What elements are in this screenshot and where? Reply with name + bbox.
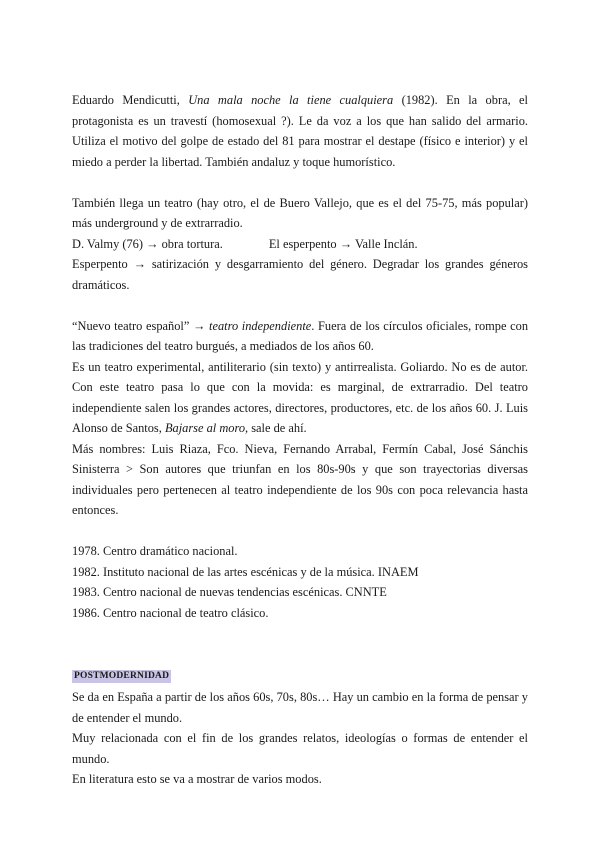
paragraph-experimental <box>72 357 528 439</box>
text-span: Es un teatro experimental, antiliterario (sin texto) y antirrealista. Goliardo. No es de autor. Con este teatro pasa lo que con la movida: es marginal, de extrarradio. Del teatro independiente salen los grandes actores, directores, productores, etc. de los años 60. J. Luis Alonso de Santos, <box>72 359 528 435</box>
paragraph-valmy <box>72 234 528 255</box>
emphasis: teatro independiente <box>209 318 312 333</box>
paragraph-esperpento: Esperpento → satirización y desgarramiento del género. Degradar los grandes géneros dramáticos. <box>72 257 528 292</box>
paragraph-mas-nombres: Más nombres: Luis Riaza, Fco. Nieva, Fernando Arrabal, Fermín Cabal, José Sánchis Sinisterra > Son autores que triunfan en los 80s-90s y que son trayectorias diversas individuales pero pertenecen al teatro independiente de los 90s con poca relevancia hasta entonces. <box>72 441 528 517</box>
timeline-item: 1978. Centro dramático nacional. <box>72 544 238 558</box>
paragraph-mendicutti <box>72 90 528 172</box>
text-span: “Nuevo teatro español” → <box>72 318 210 333</box>
timeline-item: 1982. Instituto nacional de las artes escénicas y de la música. INAEM <box>72 564 419 579</box>
section-heading: POSTMODERNIDAD <box>74 671 170 681</box>
work-title: Una mala noche la tiene cualquiera <box>188 93 394 107</box>
text-span: El esperpento → Valle Inclán. <box>268 236 418 251</box>
paragraph-literatura: En literatura esto se va a mostrar de varios modos. <box>72 772 322 786</box>
paragraph-nuevo-teatro <box>72 316 528 357</box>
text-span: D. Valmy (76) → obra tortura. <box>72 236 223 251</box>
text-span: Eduardo Mendicutti, <box>72 93 189 107</box>
paragraph-underground: También llega un teatro (hay otro, el de Buero Vallejo, que es el del 75-75, más popular) más underground y de extrarradio. <box>72 195 528 230</box>
work-title: Bajarse al moro <box>164 421 246 435</box>
paragraph-postmodernidad: Se da en España a partir de los años 60s, 70s, 80s… Hay un cambio en la forma de pensar y de entender el mundo. <box>72 690 528 725</box>
section-heading-wrapper <box>72 664 528 687</box>
text-span: . Fuera de los círculos oficiales, rompe con las tradiciones del teatro burgués, a mediados de los años 60. <box>72 318 529 353</box>
timeline-item: 1986. Centro nacional de teatro clásico. <box>72 605 269 620</box>
paragraph-grandes-relatos: Muy relacionada con el fin de los grandes relatos, ideologías o formas de entender el mundo. <box>72 731 528 766</box>
text-span: (1982). En la obra, el protagonista es un travestí (homosexual ?). Le da voz a los que han salido del armario. Utiliza el motivo del golpe de estado del 81 para mostrar el destape (físico e interior) y el miedo a perder la libertad. También andaluz y toque humorístico. <box>72 93 528 169</box>
timeline-item: 1983. Centro nacional de nuevas tendencias escénicas. CNNTE <box>72 585 387 599</box>
text-span: , sale de ahí. <box>245 421 307 435</box>
